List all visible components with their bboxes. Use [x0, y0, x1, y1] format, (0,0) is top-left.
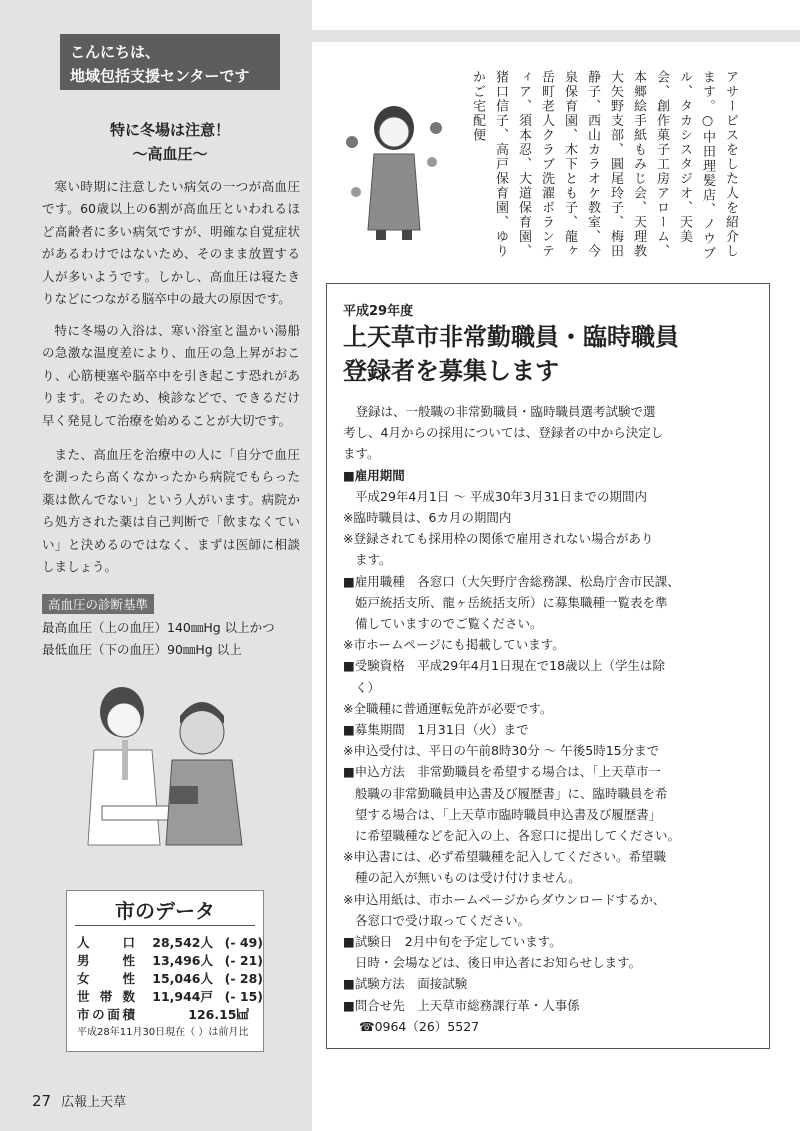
- row-change: (- 21): [224, 953, 263, 968]
- section-header-line2: 地域包括支援センターです: [70, 67, 250, 85]
- recruit-line: ※申込用紙は、市ホームページからダウンロードするか、: [343, 891, 666, 907]
- city-data-title: 市のデータ: [115, 899, 215, 923]
- recruit-line: ※全職種に普通運転免許が必要です。: [343, 700, 553, 716]
- recruit-line: 望する場合は、「上天草市臨時職員申込書及び履歴書」: [355, 806, 662, 822]
- section-header: [60, 34, 280, 90]
- recruit-line: ※申込書には、必ず希望職種を記入してください。希望職: [343, 849, 666, 865]
- row-label: 人口: [77, 935, 135, 950]
- recruit-title-line2: 登録者を募集します: [343, 357, 559, 385]
- row-label: 世帯数: [77, 989, 135, 1004]
- recruit-line: ます。: [355, 552, 392, 568]
- section-header-line1: こんにちは、: [70, 43, 161, 61]
- city-data-row: [77, 951, 263, 969]
- recruit-line: 姫戸統括支所、龍ヶ岳統括支所）に募集職種一覧表を準: [355, 594, 668, 610]
- woman-illustration: [338, 100, 450, 250]
- paragraph-1: 寒い時期に注意したい病気の一つが高血圧です。60歳以上の6割が高血圧といわれるほど高齢者に多い病気ですが、明確な自覚症状があるわけではないため、そのまま放置する人が多いようです。しかし、高血圧は寝たきりなどにつながる脳卒中の最大の原因です。: [42, 179, 300, 307]
- paragraph-3: また、高血圧を治療中の人に「自分で血圧を測ったら高くなかったから病院でもらった薬は飲んでない」という人がいます。病院から処方された薬は自己判断で「飲まなくていい」と決めるのではなく、まずは医師に相談しましょう。: [42, 447, 300, 575]
- recruit-line: 各窓口で受け取ってください。: [355, 912, 531, 928]
- row-value: 28,542人: [152, 935, 213, 950]
- city-data-box: [66, 890, 264, 1052]
- recruit-line: 般職の非常勤職員申込書及び履歴書」に、臨時職員を希: [355, 785, 668, 801]
- topic-title: [40, 118, 300, 166]
- recruit-line: ■雇用期間: [343, 467, 405, 483]
- recruit-line: 考し、4月からの採用については、登録者の中から決定し: [343, 425, 664, 441]
- nurse-patient-illustration: [82, 680, 262, 850]
- page-number: 27: [32, 1092, 52, 1110]
- recruit-line: に希望職種などを記入の上、各窓口に提出してください。: [355, 828, 681, 843]
- top-divider-bar: [312, 30, 800, 42]
- recruit-line: 種の記入が無いものは受け付けません。: [355, 870, 581, 886]
- volunteer-list-text: アサービスをした人を紹介します。○中田理髪店、ノウブル、タカシスタジオ、天美会、創作菓子工房アローム、本郷絵手紙もみじ会、天理教大矢野支部、圓尾玲子、梅田静子、西山カラオケ教室、今泉保育園、木下とも子、龍ヶ岳町老人クラブ洗濯ボランティア、須本忍、大道保育園、猪口信子、高戸保育園、ゆりかご宅配便: [470, 70, 738, 261]
- recruit-line: ■申込方法 非常勤職員を希望する場合は、「上天草市一: [343, 764, 662, 780]
- recruit-line: ※臨時職員は、6カ月の期間内: [343, 510, 512, 525]
- recruit-line: ■問合せ先 上天草市総務課行革・人事係: [343, 997, 580, 1013]
- recruit-line: ■募集期間 1月31日（火）まで: [343, 722, 529, 737]
- city-data-divider: [75, 925, 255, 926]
- recruit-line: ※申込受付は、平日の午前8時30分 ～ 午後5時15分まで: [343, 743, 660, 759]
- row-value: 13,496人: [152, 953, 213, 968]
- city-data-row: [77, 969, 263, 987]
- recruit-line: ■受験資格 平成29年4月1日現在で18歳以上（学生は除: [343, 658, 666, 674]
- criteria-label: 高血圧の診断基準: [42, 594, 154, 614]
- criteria-line-1: 最高血圧（上の血圧）140㎜Hg 以上かつ: [42, 620, 275, 635]
- recruit-line: ☎0964（26）5527: [359, 1018, 480, 1034]
- recruit-notice-box: [326, 283, 770, 1049]
- recruit-line: ます。: [343, 446, 380, 462]
- recruit-line: く）: [355, 679, 381, 695]
- row-label: 女性: [77, 971, 135, 986]
- recruit-line: ■試験日 2月中旬を予定しています。: [343, 934, 562, 949]
- flower-icon: [346, 136, 358, 148]
- topic-title-line2: ～高血圧～: [132, 145, 208, 163]
- city-data-row: [77, 987, 263, 1005]
- recruit-line: ■試験方法 面接試験: [343, 976, 468, 992]
- recruit-year: 平成29年度: [343, 304, 414, 319]
- row-change: (- 49): [224, 935, 263, 950]
- row-value: 11,944戸: [152, 989, 213, 1004]
- recruit-line: 登録は、一般職の非常勤職員・臨時職員選考試験で選: [343, 404, 656, 419]
- city-data-row: [77, 933, 263, 951]
- recruit-line: ※市ホームページにも掲載しています。: [343, 637, 565, 653]
- recruit-line: 日時・会場などは、後日申込者にお知らせします。: [355, 955, 642, 971]
- recruit-line: ※登録されても採用枠の関係で雇用されない場合があり: [343, 531, 654, 547]
- recruit-line: ■雇用職種 各窓口（大矢野庁舎総務課、松島庁舎市民課、: [343, 573, 680, 589]
- row-value: 15,046人: [152, 971, 213, 986]
- page-footer: [32, 1091, 126, 1110]
- city-data-row: [77, 1005, 263, 1023]
- paragraph-2: 特に冬場の入浴は、寒い浴室と温かい湯船の急激な温度差により、血圧の急上昇がおこり、心筋梗塞や脳卒中を引き起こす恐れがあります。そのため、検診などで、できるだけ早く発見して治療を始めることが大切です。: [42, 323, 300, 428]
- recruit-line: 備していますのでご覧ください。: [355, 616, 543, 631]
- row-value: 126.15㎢: [188, 1007, 249, 1022]
- recruit-line: 平成29年4月1日 ～ 平成30年3月31日までの期間内: [355, 488, 648, 504]
- row-change: (- 28): [224, 971, 263, 986]
- row-change: (- 15): [224, 989, 263, 1004]
- topic-title-line1: 特に冬場は注意！: [109, 121, 230, 139]
- publication-name: 広報上天草: [61, 1095, 127, 1110]
- row-label: 男性: [77, 953, 135, 968]
- city-data-note: 平成28年11月30日現在（ ）は前月比: [77, 1027, 249, 1038]
- recruit-title: [343, 320, 763, 388]
- criteria-line-2: 最低血圧（下の血圧）90㎜Hg 以上: [42, 642, 242, 657]
- row-label: 市の面積: [77, 1007, 135, 1022]
- recruit-title-line1: 上天草市非常勤職員・臨時職員: [343, 323, 679, 351]
